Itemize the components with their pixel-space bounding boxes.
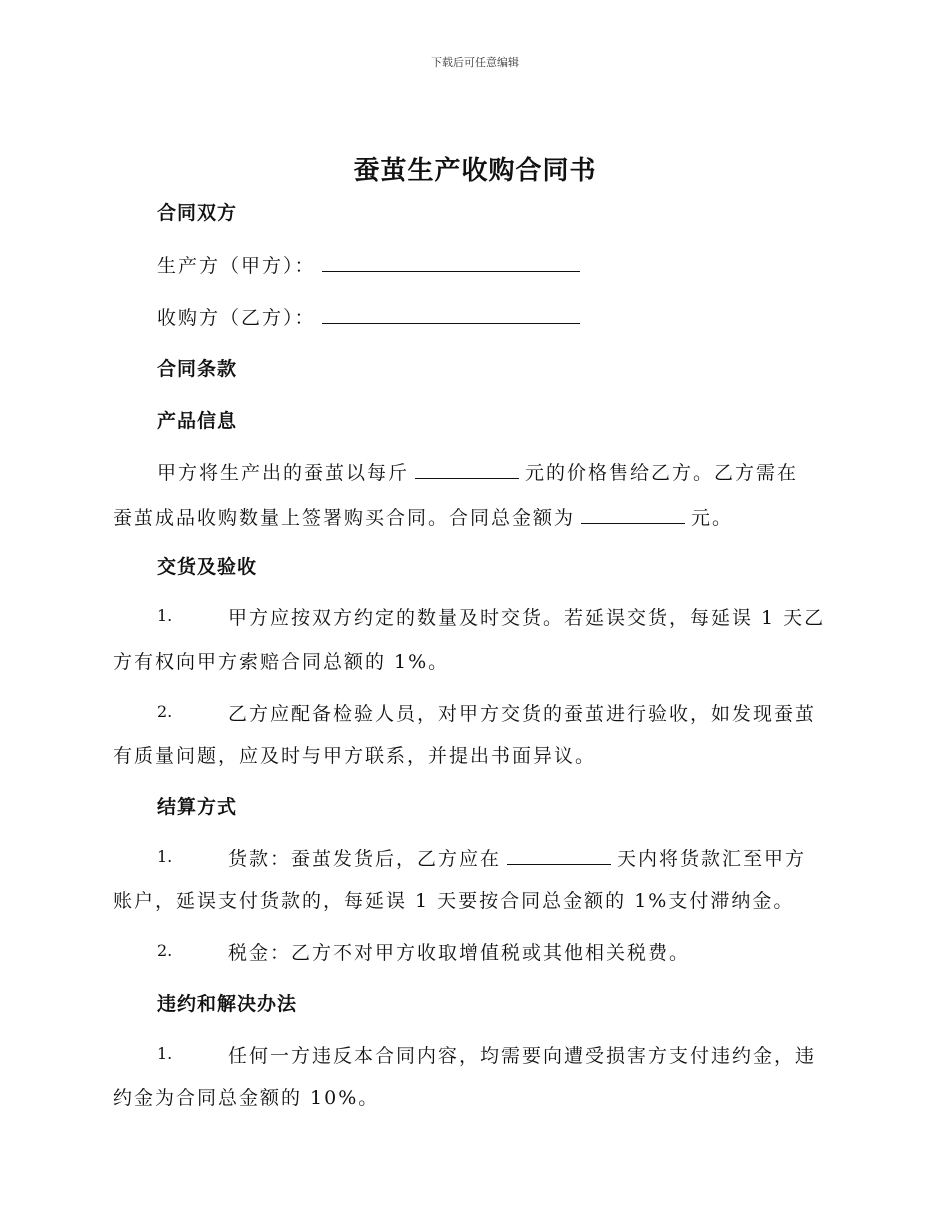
settlement-item-1-line-1	[228, 844, 806, 871]
product-text-2a: 蚕茧成品收购数量上签署购买合同。合同总金额为	[113, 507, 576, 529]
settlement-item-2-line-1: 税金：乙方不对甲方收取增值税或其他相关税费。	[228, 942, 691, 964]
party-b-row	[157, 303, 586, 330]
delivery-item-1-number: 1.	[157, 606, 173, 625]
party-a-blank[interactable]	[322, 253, 580, 272]
party-a-row	[157, 251, 586, 278]
delivery-item-1-line-2: 方有权向甲方索赔合同总额的 1%。	[113, 651, 450, 673]
product-text-2b: 元。	[691, 507, 734, 529]
section-heading-parties: 合同双方	[157, 202, 238, 224]
price-blank[interactable]	[415, 460, 519, 479]
party-b-blank[interactable]	[322, 305, 580, 324]
settlement-item-1-number: 1.	[157, 847, 173, 866]
product-line-1	[157, 458, 798, 485]
payment-days-blank[interactable]	[507, 846, 611, 865]
section-heading-terms: 合同条款	[157, 358, 238, 380]
section-heading-breach: 违约和解决办法	[157, 993, 298, 1015]
settlement-text-1b: 天内将货款汇至甲方	[617, 848, 807, 870]
product-text-1a: 甲方将生产出的蚕茧以每斤	[157, 462, 410, 484]
breach-item-1-number: 1.	[157, 1044, 173, 1063]
party-a-label: 生产方（甲方）：	[157, 255, 316, 277]
total-amount-blank[interactable]	[581, 505, 685, 524]
header-note: 下载后可任意编辑	[431, 56, 519, 69]
section-heading-product: 产品信息	[157, 410, 238, 432]
delivery-item-2-line-2: 有质量问题，应及时与甲方联系，并提出书面异议。	[113, 745, 597, 767]
breach-item-1-line-1: 任何一方违反本合同内容，均需要向遭受损害方支付违约金，违	[228, 1045, 817, 1067]
delivery-item-1-line-1: 甲方应按双方约定的数量及时交货。若延误交货，每延误 1 天乙	[228, 607, 826, 629]
party-b-label: 收购方（乙方）：	[157, 307, 316, 329]
section-heading-settlement: 结算方式	[157, 796, 238, 818]
section-heading-delivery: 交货及验收	[157, 556, 258, 578]
document-title: 蚕茧生产收购合同书	[353, 156, 597, 186]
settlement-item-2-number: 2.	[157, 941, 173, 960]
product-text-1b: 元的价格售给乙方。乙方需在	[525, 462, 799, 484]
product-line-2	[113, 503, 733, 530]
settlement-text-1a: 货款：蚕茧发货后，乙方应在	[228, 848, 502, 870]
breach-item-1-line-2: 约金为合同总金额的 10%。	[113, 1087, 380, 1109]
delivery-item-2-number: 2.	[157, 702, 173, 721]
delivery-item-2-line-1: 乙方应配备检验人员，对甲方交货的蚕茧进行验收，如发现蚕茧	[228, 703, 817, 725]
settlement-item-1-line-2: 账户，延误支付货款的，每延误 1 天要按合同总金额的 1%支付滞纳金。	[113, 890, 795, 912]
